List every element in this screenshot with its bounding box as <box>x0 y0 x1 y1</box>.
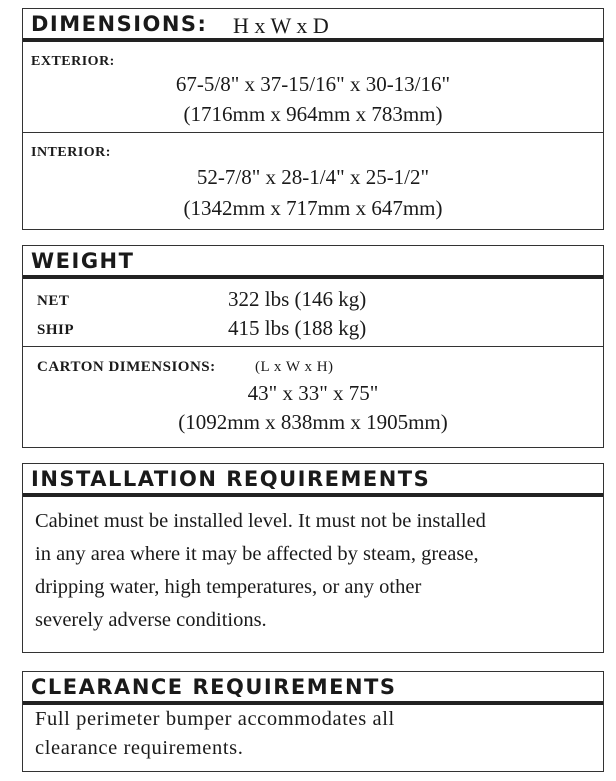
installation-line: severely adverse conditions. <box>35 609 267 631</box>
interior-label: INTERIOR: <box>31 145 111 160</box>
exterior-label: EXTERIOR: <box>31 54 115 69</box>
installation-line: dripping water, high temperatures, or any other <box>35 576 422 598</box>
clearance-line: Full perimeter bumper accommodates all <box>35 708 395 730</box>
dimensions-panel <box>22 8 604 230</box>
clearance-text <box>35 705 593 763</box>
carton-section <box>23 346 603 446</box>
clearance-header <box>23 672 603 705</box>
carton-label: CARTON DIMENSIONS: <box>37 359 216 375</box>
installation-body <box>23 497 603 647</box>
interior-imperial: 52-7/8" x 28-1/4" x 25-1/2" <box>196 165 430 189</box>
clearance-title: CLEARANCE REQUIREMENTS <box>31 675 397 699</box>
interior-metric: (1342mm x 717mm x 647mm) <box>183 196 443 220</box>
ship-value: 415 lbs (188 kg) <box>228 316 367 340</box>
clearance-body <box>23 705 603 767</box>
carton-metric: (1092mm x 838mm x 1905mm) <box>178 410 448 434</box>
exterior-section <box>23 42 603 132</box>
weight-title: WEIGHT <box>31 249 135 273</box>
installation-line: in any area where it may be affected by steam, grease, <box>35 543 479 565</box>
carton-order: (L x W x H) <box>255 359 334 375</box>
interior-section <box>23 132 603 229</box>
net-label: NET <box>37 293 70 309</box>
installation-panel <box>22 463 604 653</box>
clearance-line: clearance requirements. <box>35 737 244 759</box>
weight-values-section <box>23 279 603 346</box>
installation-line: Cabinet must be installed level. It must not be installed <box>35 510 486 532</box>
exterior-imperial: 67-5/8" x 37-15/16" x 30-13/16" <box>175 72 451 96</box>
dimensions-order: H x W x D <box>233 13 329 38</box>
net-value: 322 lbs (146 kg) <box>228 287 367 311</box>
clearance-panel <box>22 671 604 772</box>
weight-header <box>23 246 603 279</box>
ship-label: SHIP <box>37 322 75 338</box>
dimensions-header <box>23 9 603 42</box>
installation-header <box>23 464 603 497</box>
weight-panel <box>22 245 604 448</box>
installation-title: INSTALLATION REQUIREMENTS <box>31 467 431 491</box>
exterior-metric: (1716mm x 964mm x 783mm) <box>183 102 443 126</box>
installation-text <box>35 505 593 637</box>
dimensions-title: DIMENSIONS: <box>31 12 208 36</box>
carton-imperial: 43" x 33" x 75" <box>247 381 379 405</box>
